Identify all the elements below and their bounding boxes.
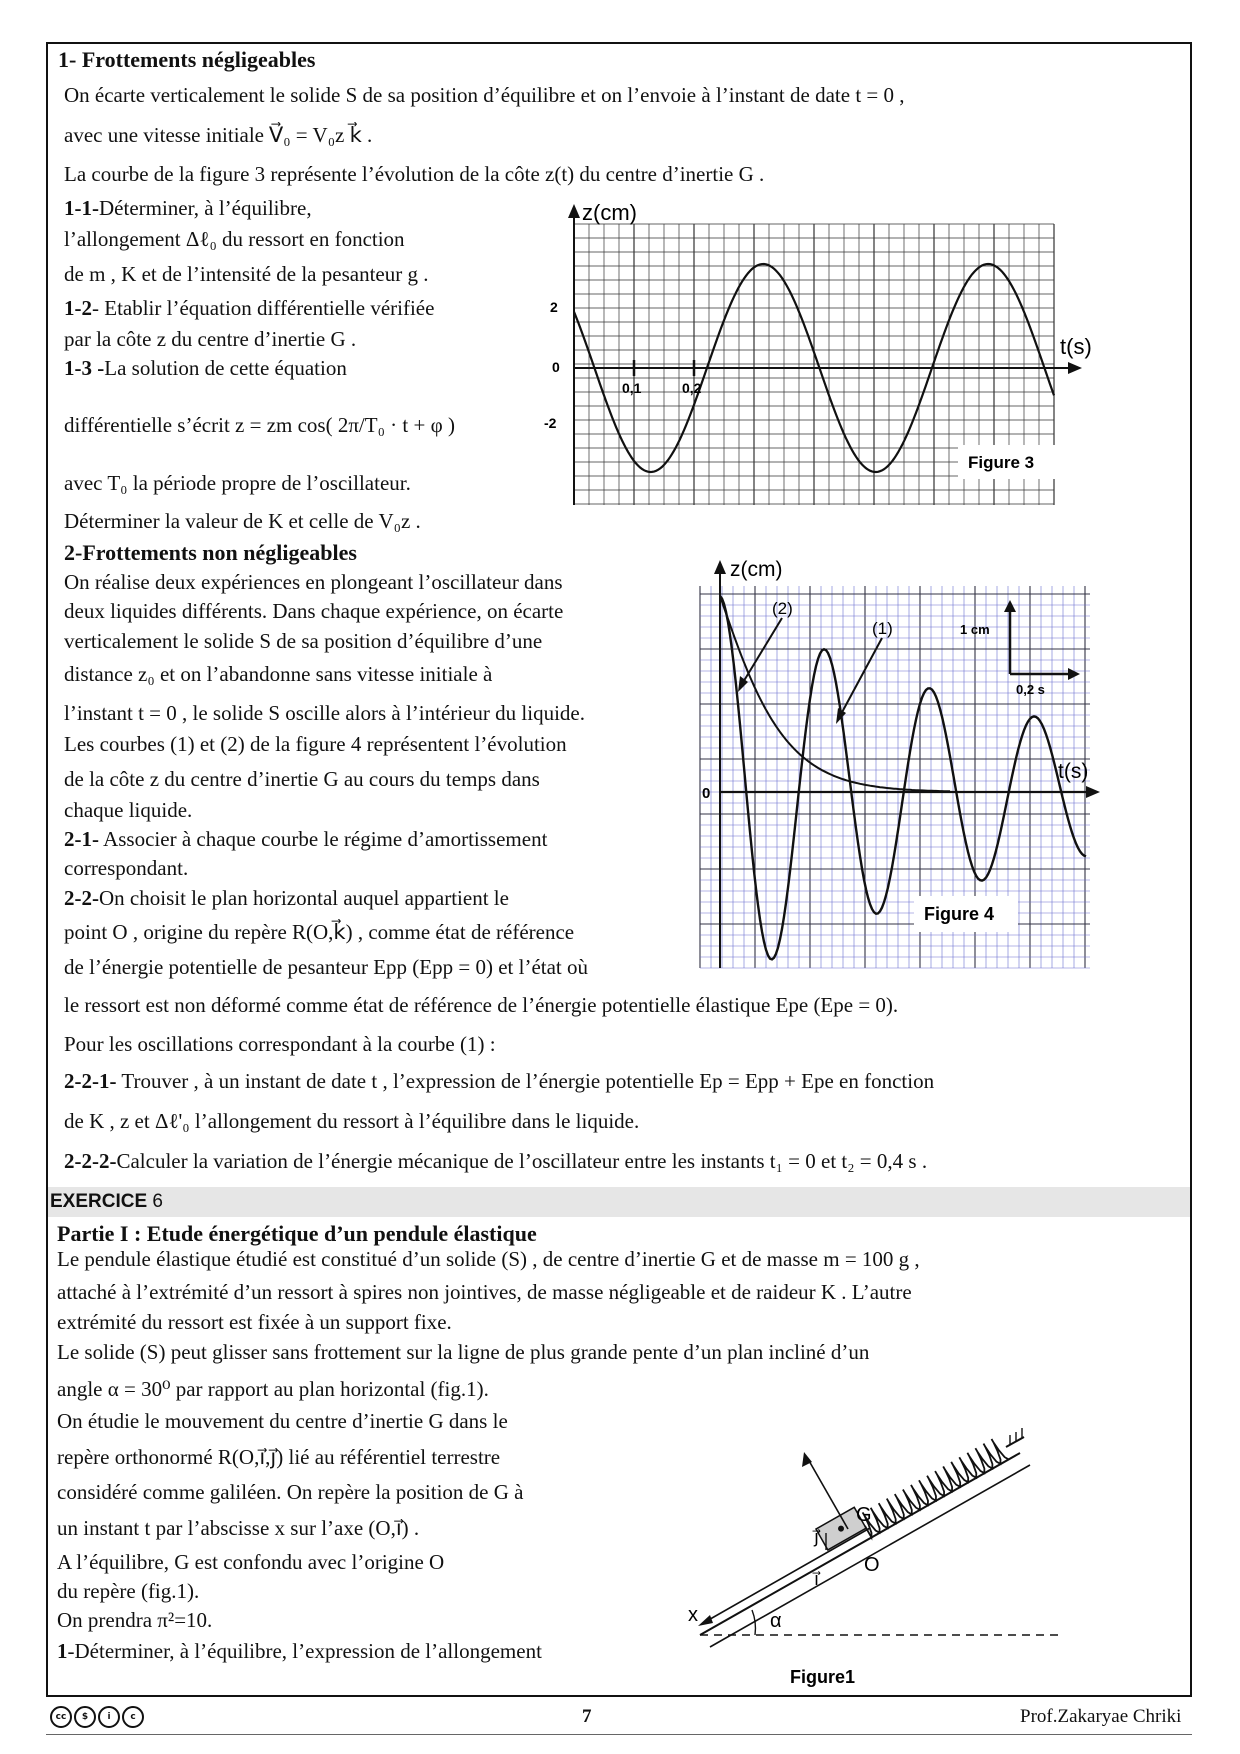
figure-3-tick-y-2: 2 [550, 299, 558, 315]
part2-line-2: deux liquides différents. Dans chaque expérience, on écarte [64, 599, 564, 623]
figure-4-scale-y-label: 1 cm [960, 622, 990, 637]
question-2-2-2 [64, 1147, 927, 1175]
figure-1-incline-lower [700, 1453, 1020, 1635]
figure-3-label: Figure 3 [968, 453, 1035, 472]
exercise-question-1 [57, 1637, 542, 1665]
figure-1-diagram [680, 1425, 1080, 1695]
question-1-3 [64, 354, 347, 382]
question-text: Calculer la variation de l’énergie mécanique de l’oscillateur entre les instants t₁ = 0 et t₂ = 0,4 s . [116, 1149, 928, 1173]
exercise-line-5: angle α = 30⁰ par rapport au plan horizontal (fig.1). [57, 1377, 489, 1401]
exercise-line-4: Le solide (S) peut glisser sans frottement sur la ligne de plus grande pente d’un plan incliné d’un [57, 1340, 870, 1364]
figure-4-scale-vertical-arrow [1004, 600, 1016, 612]
part2-line-6: Les courbes (1) et (2) de la figure 4 représentent l’évolution [64, 732, 567, 756]
question-number: 1-3 - [64, 356, 105, 380]
part1-paragraph-1: On écarte verticalement le solide S de sa position d’équilibre et on l’envoie à l’instant de date t = 0 , [64, 83, 905, 107]
figure-4-curve-2-pointer [742, 618, 782, 684]
question-number: 2-2-2- [64, 1149, 117, 1173]
by-icon: i [98, 1706, 120, 1728]
figure-1-support [1006, 1437, 1024, 1447]
exercise-line-2: attaché à l’extrémité d’un ressort à spires non jointives, de masse négligeable et de raideur K . L’autre [57, 1280, 912, 1304]
exercise-line-9: un instant t par l’abscisse x sur l’axe (O,i⃗) . [57, 1516, 420, 1540]
exercise-line-7: repère orthonormé R(O,i⃗,j⃗) lié au référentiel terrestre [57, 1445, 501, 1469]
figure-4-curve-1-label: (1) [872, 619, 893, 638]
question-2-2-line-2: point O , origine du repère R(O,k⃗) , comme état de référence [64, 920, 575, 944]
part2-line-3: verticalement le solide S de sa position d’équilibre d’une [64, 629, 543, 653]
part1-paragraph-2: avec une vitesse initiale V⃗₀ = V₀z k⃗ . [64, 123, 373, 147]
exercise-label: EXERCICE [50, 1191, 148, 1212]
question-number: 2-2-1- [64, 1069, 117, 1093]
question-number: 1-2 [64, 296, 92, 320]
question-1-2-line-2: par la côte z du centre d’inertie G . [64, 327, 357, 351]
exercise-line-6: On étudie le mouvement du centre d’inertie G dans le [57, 1409, 508, 1433]
question-number: 2-2- [64, 886, 99, 910]
question-text: On choisit le plan horizontal auquel appartient le [99, 886, 509, 910]
figure-1-label: Figure1 [790, 1667, 856, 1687]
figure-3-x-arrow [1068, 362, 1082, 374]
part2-line-7: de la côte z du centre d’inertie G au cours du temps dans [64, 767, 540, 791]
exercise-line-12: On prendra π²=10. [57, 1608, 213, 1632]
question-2-2-line-4: le ressort est non déformé comme état de référence de l’énergie potentielle élastique Epe (Epe = 0). [64, 993, 899, 1017]
figure-3-tick-y-neg2: -2 [544, 415, 557, 431]
question-1-1 [64, 194, 312, 222]
question-2-2-1 [64, 1067, 934, 1095]
page-number: 7 [582, 1706, 592, 1727]
question-2-1-line-2: correspondant. [64, 856, 189, 880]
part2-title: 2-Frottements non négligeables [64, 540, 357, 565]
figure-3-y-arrow [568, 204, 580, 218]
question-text: -Déterminer, à l’équilibre, l’expression de l’allongement [67, 1639, 542, 1663]
figure-4-graph [690, 556, 1110, 976]
figure-3-tick-x-02: 0,2 [682, 380, 702, 396]
question-2-2-line-3: de l’énergie potentielle de pesanteur Epp (Epp = 0) et l’état où [64, 955, 589, 979]
exercise-line-11: du repère (fig.1). [57, 1579, 200, 1603]
figure-3-tick-y-0: 0 [552, 359, 560, 375]
figure-3-tick-x-01: 0,1 [622, 380, 642, 396]
figure-1-i-label: i⃗ [814, 1569, 820, 1589]
part2-line-5: l’instant t = 0 , le solide S oscille alors à l’intérieur du liquide. [64, 701, 585, 725]
exercise-line-8: considéré comme galiléen. On repère la position de G à [57, 1480, 524, 1504]
question-number: 1 [57, 1639, 68, 1663]
figure-1-x-label: x [688, 1604, 698, 1626]
part2-line-1: On réalise deux expériences en plongeant l’oscillateur dans [64, 570, 563, 594]
exercise-part-title: Partie I : Etude énergétique d’un pendule élastique [57, 1221, 537, 1246]
question-1-2 [64, 294, 434, 322]
question-text: - Etablir l’équation différentielle vérifiée [92, 296, 435, 320]
figure-1-spring [863, 1439, 1009, 1537]
figure-1-normal-vector [808, 1459, 848, 1529]
nc-icon: $ [74, 1706, 96, 1728]
question-1-1-line-3: de m , K et de l’intensité de la pesanteur g . [64, 262, 429, 286]
footer-divider [46, 1734, 1192, 1735]
question-text: Déterminer, à l’équilibre, [99, 196, 312, 220]
part2-line-8: chaque liquide. [64, 798, 193, 822]
question-text: Associer à chaque courbe le régime d’amortissement [99, 827, 548, 851]
exercise-number: 6 [152, 1191, 163, 1212]
cc-icon: cc [50, 1706, 72, 1728]
question-2-2-1-line-2: de K , z et Δℓ'₀ l’allongement du ressort à l’équilibre dans le liquide. [64, 1109, 640, 1133]
question-2-2 [64, 884, 509, 912]
question-number: 2-1- [64, 827, 99, 851]
figure-1-x-axis [705, 1528, 870, 1622]
exercise-title [50, 1189, 163, 1215]
figure-4-origin: 0 [702, 785, 711, 802]
figure-4-label: Figure 4 [924, 904, 995, 924]
exercise-line-3: extrémité du ressort est fixée à un support fixe. [57, 1310, 452, 1334]
sa-icon: c [122, 1706, 144, 1728]
figure-1-angle-label: α [770, 1610, 782, 1632]
question-1-3-line-4: Déterminer la valeur de K et celle de V₀z . [64, 509, 421, 533]
figure-4-x-arrow [1086, 786, 1100, 798]
figure-3-x-label: t(s) [1060, 334, 1092, 359]
author-name: Prof.Zakaryae Chriki [1020, 1706, 1182, 1727]
exercise-line-1: Le pendule élastique étudié est constitué d’un solide (S) , de centre d’inertie G et de masse m = 100 g , [57, 1247, 920, 1271]
figure-4-y-arrow [714, 560, 726, 574]
figure-4-scale-x-label: 0,2 s [1016, 682, 1045, 697]
question-1-1-line-2: l’allongement Δℓ₀ du ressort en fonction [64, 227, 405, 251]
part2-line-4: distance z₀ et on l’abandonne sans vitesse initiale à [64, 662, 493, 686]
creative-commons-badge [50, 1706, 144, 1728]
figure-1-g-label: G [856, 1504, 872, 1526]
exercise-line-10: A l’équilibre, G est confondu avec l’origine O [57, 1550, 445, 1574]
figure-4-curve-2-label: (2) [772, 599, 793, 618]
question-2-2-line-5: Pour les oscillations correspondant à la courbe (1) : [64, 1032, 496, 1056]
figure-1-x-arrow [698, 1615, 713, 1626]
question-text: Trouver , à un instant de date t , l’expression de l’énergie potentielle Ep = Epp + Epe en fonction [116, 1069, 935, 1093]
question-1-3-line-3: avec T₀ la période propre de l’oscillateur. [64, 471, 411, 495]
figure-3-y-label: z(cm) [582, 200, 637, 225]
figure-4-curve-1 [720, 596, 1089, 959]
question-2-1 [64, 825, 547, 853]
part1-paragraph-3: La courbe de la figure 3 représente l’évolution de la côte z(t) du centre d’inertie G . [64, 162, 765, 186]
question-number: 1-1- [64, 196, 99, 220]
figure-4-x-label: t(s) [1058, 760, 1089, 783]
exercise-header-bar [48, 1187, 1190, 1217]
question-1-3-equation: différentielle s’écrit z = zm cos( 2π/T₀ · t + φ ) [64, 413, 455, 437]
figure-1-j-label: j⃗ [814, 1527, 820, 1547]
figure-1-o-label: O [864, 1554, 880, 1576]
question-text: La solution de cette équation [104, 356, 347, 380]
figure-4-y-label: z(cm) [730, 558, 783, 581]
part1-title: 1- Frottements négligeables [58, 47, 316, 72]
figure-3-graph [540, 200, 1100, 515]
